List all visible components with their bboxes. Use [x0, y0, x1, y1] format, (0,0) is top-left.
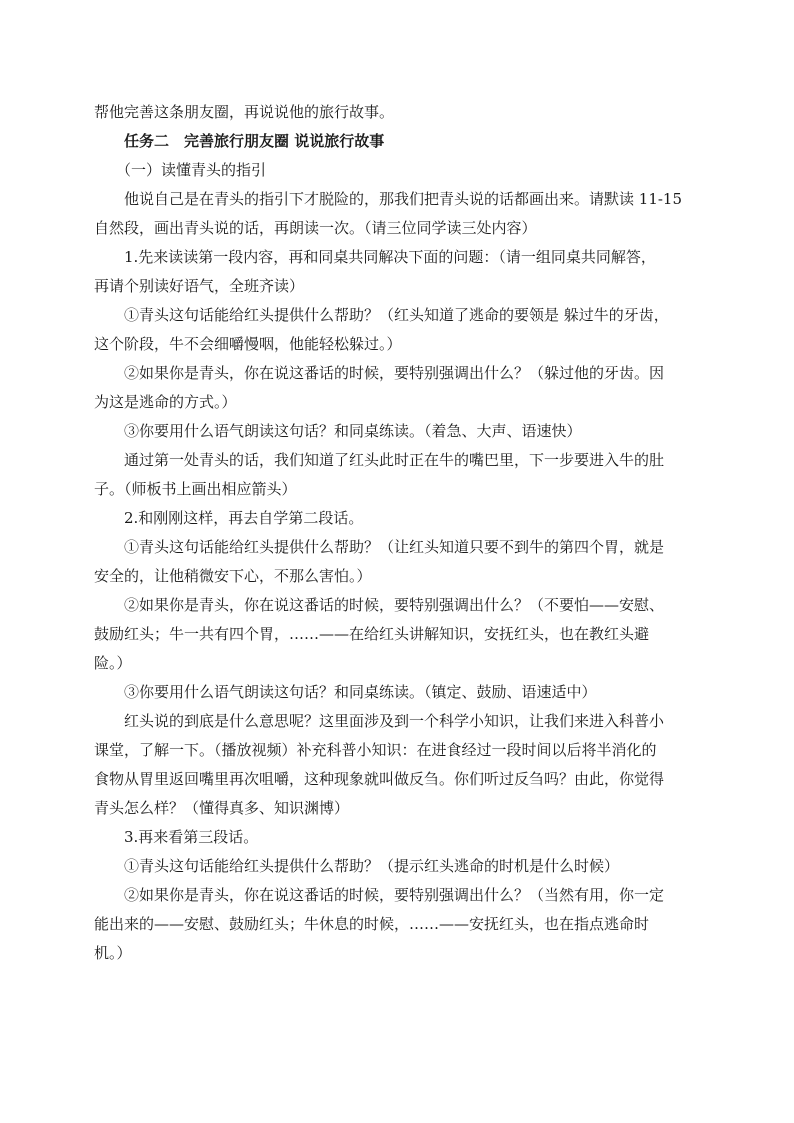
q2-item2-line: 鼓励红头；牛一共有四个胃，……——在给红头讲解知识，安抚红头，也在教红头避 [94, 625, 650, 643]
paragraph-line: 自然段，画出青头说的话，再朗读一次。（请三位同学读三处内容） [94, 219, 537, 237]
question2-line: 2.和刚刚这样，再去自学第二段话。 [124, 509, 364, 527]
section1-heading: （一）读懂青头的指引 [116, 161, 267, 179]
question3-line: 3.再来看第三段话。 [124, 828, 259, 846]
summary-line: 通过第一处青头的话，我们知道了红头此时正在牛的嘴巴里，下一步要进入牛的肚 [124, 451, 665, 469]
q1-item3-line: ③你要用什么语气朗读这句话？和同桌练读。（着急、大声、语速快） [124, 422, 582, 440]
question1-line: 再请个别读好语气，全班齐读） [94, 277, 305, 295]
q1-item1-line: 这个阶段，牛不会细嚼慢咽，他能轻松躲过。） [94, 335, 402, 353]
intro-line: 帮他完善这条朋友圈，再说说他的旅行故事。 [94, 103, 395, 121]
q1-item1-line: ①青头这句话能给红头提供什么帮助？（红头知道了逃命的要领是 躲过牛的牙齿， [124, 306, 669, 324]
summary-line: 子。（师板书上画出相应箭头） [94, 480, 297, 498]
q1-item2-line: ②如果你是青头，你在说这番话的时候，要特别强调出什么？（躲过他的牙齿。因 [124, 364, 665, 382]
q2-item1-line: 安全的，让他稍微安下心，不那么害怕。） [94, 567, 372, 585]
q3-item2-line: 机。） [94, 944, 132, 962]
science-line: 食物从胃里返回嘴里再次咀嚼，这种现象就叫做反刍。你们听过反刍吗？由此，你觉得 [94, 770, 665, 788]
science-line: 红头说的到底是什么意思呢？这里面涉及到一个科学小知识，让我们来进入科普小 [124, 712, 665, 730]
q3-item2-line: ②如果你是青头，你在说这番话的时候，要特别强调出什么？（当然有用，你一定 [124, 886, 665, 904]
science-line: 课堂，了解一下。（播放视频）补充科普小知识：在进食经过一段时间以后将半消化的 [94, 741, 657, 759]
science-line: 青头怎么样？（懂得真多、知识渊博） [94, 799, 350, 817]
q3-item2-line: 能出来的——安慰、鼓励红头；牛休息的时候，……——安抚红头，也在指点逃命时 [94, 915, 650, 933]
question1-line: 1.先来读读第一段内容，再和同桌共同解决下面的问题：（请一组同桌共同解答， [124, 248, 656, 266]
q1-item2-line: 为这是逃命的方式。） [94, 393, 237, 411]
document-page [94, 98, 706, 968]
q2-item1-line: ①青头这句话能给红头提供什么帮助？（让红头知道只要不到牛的第四个胃，就是 [124, 538, 665, 556]
q2-item2-line: ②如果你是青头，你在说这番话的时候，要特别强调出什么？（不要怕——安慰、 [124, 596, 665, 614]
q2-item3-line: ③你要用什么语气朗读这句话？和同桌练读。（镇定、鼓励、语速适中） [124, 683, 597, 701]
q3-item1-line: ①青头这句话能给红头提供什么帮助？（提示红头逃命的时机是什么时候） [124, 857, 620, 875]
task2-heading: 任务二 完善旅行朋友圈 说说旅行故事 [124, 132, 385, 150]
paragraph-line: 他说自己是在青头的指引下才脱险的，那我们把青头说的话都画出来。请默读 11-15 [124, 190, 683, 208]
q2-item2-line: 险。） [94, 654, 132, 672]
